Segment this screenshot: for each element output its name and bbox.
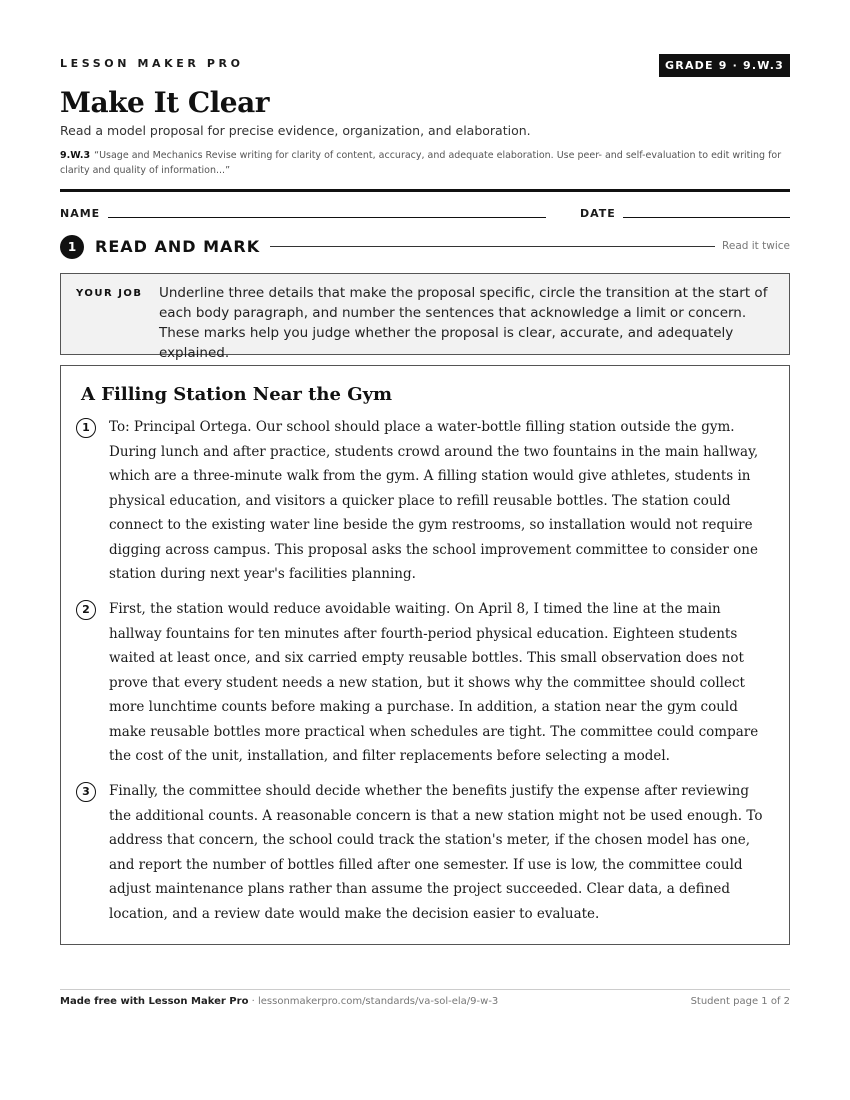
grade-badge: GRADE 9 · 9.W.3	[659, 54, 790, 77]
job-label: YOUR JOB	[76, 288, 143, 299]
footer-url[interactable]: · lessonmakerpro.com/standards/va-sol-ela/9-w-3	[248, 996, 499, 1007]
brand-wordmark: LESSON MAKER PRO	[60, 57, 244, 70]
paragraph-number-badge: 1	[76, 418, 96, 438]
paragraph-number-badge: 3	[76, 782, 96, 802]
footer-credit	[60, 996, 498, 1007]
passage-paragraph: To: Principal Ortega. Our school should place a water-bottle filling station outside the gym. During lunch and after practice, students crowd around the two fountains in the main hallway, which are a three-minute walk from the gym. A filling station would give athletes, students in physical education, and visitors a quicker place to refill reusable bottles. The station could connect to the existing water line beside the gym restrooms, so installation would not require digging across campus. This proposal asks the school improvement committee to consider one station during next year's facilities planning.	[109, 419, 759, 582]
passage-box	[60, 365, 790, 945]
footer-page-number: Student page 1 of 2	[690, 996, 790, 1007]
date-label: DATE	[580, 207, 616, 220]
name-label: NAME	[60, 207, 101, 220]
section-title: READ AND MARK	[95, 237, 261, 256]
page-subtitle: Read a model proposal for precise evidence, organization, and elaboration.	[60, 123, 531, 138]
standard-text: “Usage and Mechanics Revise writing for clarity of content, accuracy, and adequate elaboration. Use peer- and self-evaluation to edit writing for clarity and quality of information...”	[60, 150, 782, 176]
footer-made-with: Made free with Lesson Maker Pro	[60, 996, 249, 1007]
passage-paragraph: Finally, the committee should decide whether the benefits justify the expense after reviewing the additional counts. A reasonable concern is that a new station might not be used enough. To address that concern, the school could track the station's meter, if the chosen model has one, and report the number of bottles filled after one semester. If use is low, the committee could adjust maintenance plans rather than assume the project succeeded. Clear data, a defined location, and a review date would make the decision easier to evaluate.	[109, 783, 763, 922]
section-divider	[270, 246, 715, 247]
footer-divider	[60, 989, 790, 990]
job-text: Underline three details that make the proposal specific, circle the transition at the start of each body paragraph, and number the sentences that acknowledge a limit or concern. These marks help you judge whether the proposal is clear, accurate, and adequately explained.	[159, 285, 768, 361]
passage-paragraph: First, the station would reduce avoidable waiting. On April 8, I timed the line at the main hallway fountains for ten minutes after fourth-period physical education. Eighteen students waited at least once, and six carried empty reusable bottles. This small observation does not prove that every student needs a new station, but it shows why the committee should collect more lunchtime counts before making a purchase. In addition, a station near the gym could make reusable bottles more practical when schedules are tight. The committee could compare the cost of the unit, installation, and filter replacements before selecting a model.	[109, 601, 759, 764]
job-instructions-box	[60, 273, 790, 361]
standard-statement	[60, 148, 790, 178]
header-divider	[60, 189, 790, 192]
paragraph-number-badge: 2	[76, 600, 96, 620]
date-field[interactable]	[623, 217, 790, 218]
name-field[interactable]	[108, 217, 546, 218]
page-title: Make It Clear	[60, 86, 270, 119]
section-number-badge: 1	[60, 235, 84, 259]
standard-code: 9.W.3	[60, 150, 91, 161]
passage-title: A Filling Station Near the Gym	[81, 384, 393, 405]
section-hint: Read it twice	[722, 240, 790, 252]
